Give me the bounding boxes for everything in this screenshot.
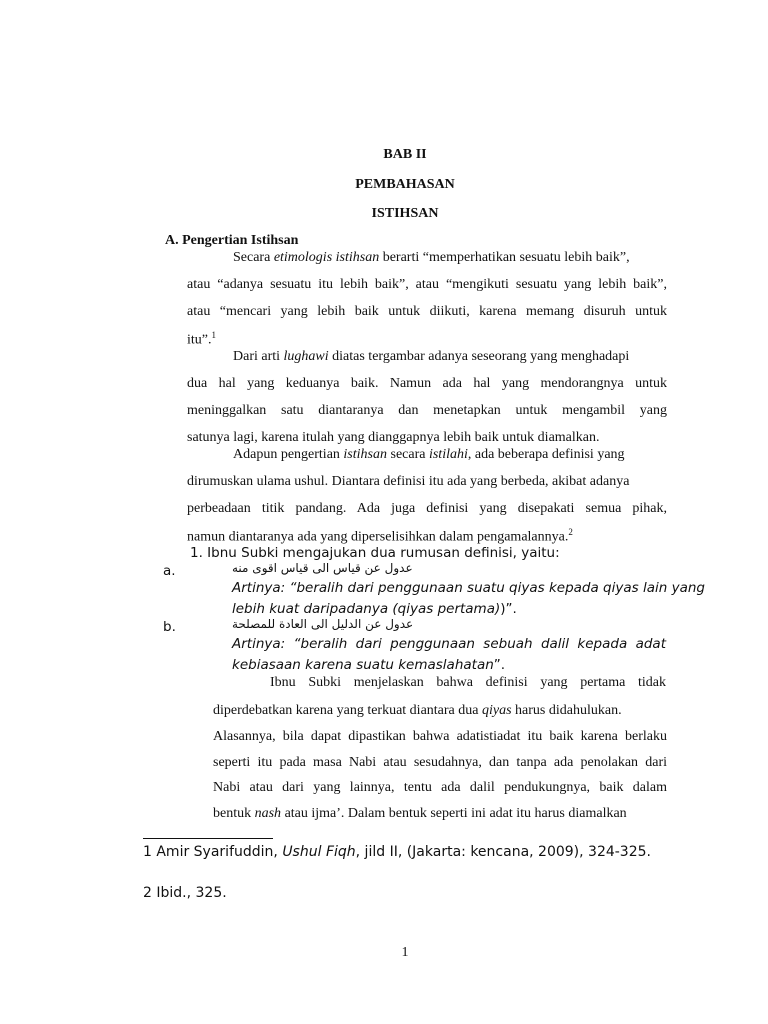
para1-line1: Secara etimologis istihsan berarti “memperhatikan sesuatu lebih baik”, [233,250,630,265]
para1-line4: itu”.$^1$ [187,330,216,348]
topic-heading: ISTIHSAN [371,206,439,221]
para1-line2: atau “adanya sesuatu itu lebih baik”, atau “mengikuti sesuatu yang lebih baik”, [187,277,667,292]
subsection-heading: A. Pengertian Istihsan [165,233,299,248]
page-number: 1 [401,945,409,960]
para3-line3: perbeadaan titik pandang. Ada juga definisi yang disepakati semua pihak, [187,501,667,516]
footnote-ref-1: 1 [211,330,216,340]
def-a-arabic: عدول عن قياس الى قياس اقوى منه [232,561,413,575]
footnote-ref-2: 2 [568,527,573,537]
footnote-1: 1 Amir Syarifuddin, Ushul Fiqh, jild II, (Jakarta: kencana, 2009), 324-325. [143,844,651,860]
def-b-arabic: عدول عن الدليل الى العادة للمصلحة [232,617,414,631]
para4-line6: bentuk nash atau ijma’. Dalam bentuk seperti ini adat itu harus diamalkan [213,806,627,821]
para2-line1: Dari arti lughawi diatas tergambar adanya seseorang yang menghadapi [233,349,630,364]
para2-line3: meninggalkan satu diantaranya dan menetapkan untuk mengambil yang [187,403,667,418]
def-a-artinya-line1: Artinya: “beralih dari penggunaan suatu qiyas kepada qiyas lain yang [232,580,705,596]
para3-line1: Adapun pengertian istihsan secara istilahi, ada beberapa definisi yang [233,447,625,462]
section-heading: PEMBAHASAN [355,177,455,192]
para3-line4: namun diantaranya ada yang diperselisihkan dalam pengamalannya.$^2$ [187,527,573,545]
para4-line3: Alasannya, bila dapat dipastikan bahwa adatistiadat itu baik karena berlaku [213,729,667,744]
def-b-artinya-line2: kebiasaan karena suatu kemaslahatan”. [232,657,506,673]
para4-line5: Nabi atau dari yang lainnya, tentu ada dalil pendukungnya, baik dalam [213,780,667,795]
chapter-heading: BAB II [383,147,427,162]
para4-line2: diperdebatkan karena yang terkuat diantara dua qiyas harus didahulukan. [213,703,622,718]
para2-line2: dua hal yang keduanya baik. Namun ada hal yang mendorangnya untuk [187,376,667,391]
footnote-2: 2 Ibid., 325. [143,885,227,901]
para2-line4: satunya lagi, karena itulah yang dianggapnya lebih baik untuk diamalkan. [187,430,600,445]
list-item-1: 1. Ibnu Subki mengajukan dua rumusan definisi, yaitu: [190,545,560,561]
para4-line4: seperti itu pada masa Nabi atau sesudahnya, dan tanpa ada penolakan dari [213,755,667,770]
footnote-separator [143,838,273,839]
para1-line3: atau “mencari yang lebih baik untuk diikuti, karena memang disuruh untuk [187,304,667,319]
para3-line2: dirumuskan ulama ushul. Diantara definisi itu ada yang berbeda, akibat adanya [187,474,630,489]
def-b-marker: b. [163,619,176,635]
def-a-marker: a. [163,563,176,579]
def-a-artinya-line2: lebih kuat daripadanya (qiyas pertama))”. [232,601,517,617]
def-b-artinya-line1: Artinya: “beralih dari penggunaan sebuah dalil kepada adat [232,636,666,652]
para4-line1: Ibnu Subki menjelaskan bahwa definisi yang pertama tidak [270,675,666,690]
